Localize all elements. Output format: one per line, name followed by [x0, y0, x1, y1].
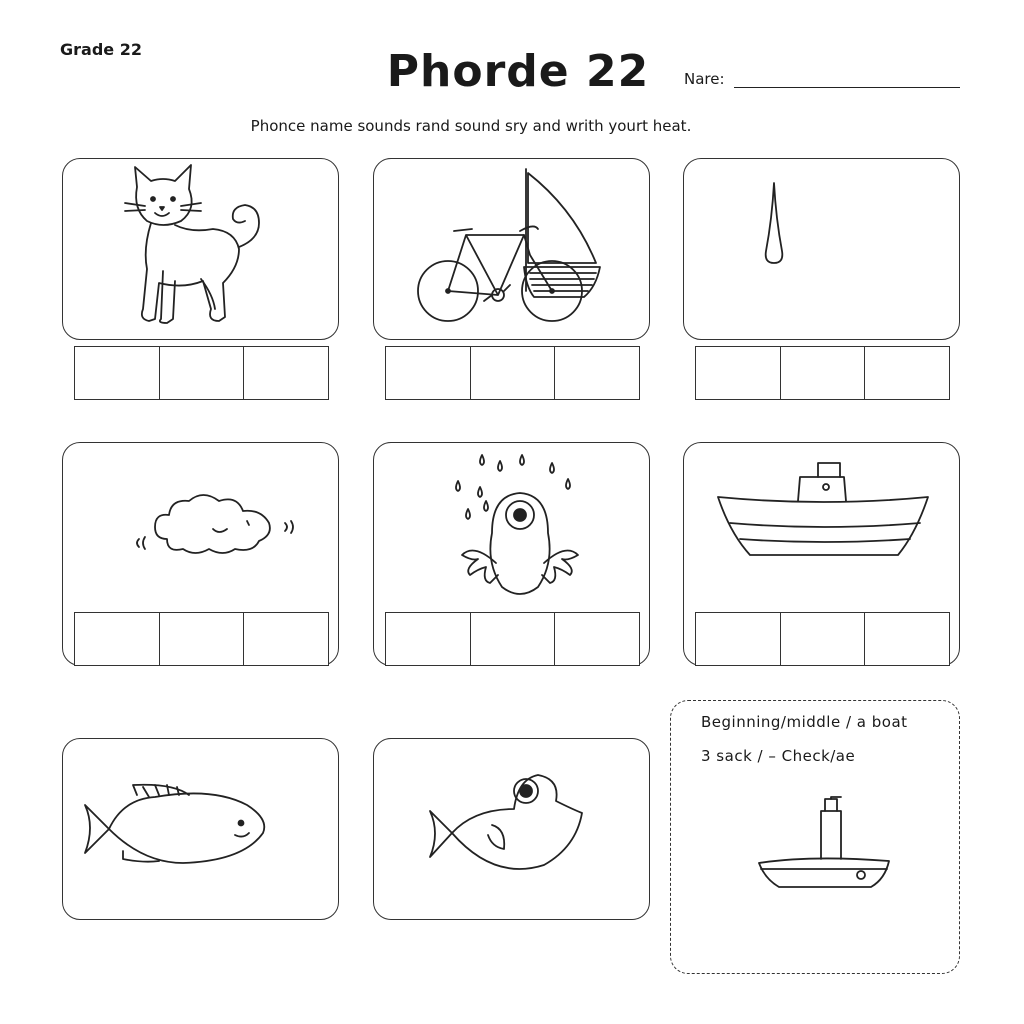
sound-box[interactable]	[160, 347, 245, 399]
instructions-text: Phonce name sounds rand sound sry and writh yourt heat.	[250, 117, 692, 135]
name-label: Nare:	[684, 70, 725, 88]
sound-box[interactable]	[865, 347, 949, 399]
hint-line-2: 3 sack / – Check/ae	[701, 747, 856, 765]
hint-card	[670, 700, 960, 974]
picture-card-drop	[683, 158, 960, 340]
sound-boxes	[695, 346, 950, 400]
sound-box[interactable]	[244, 347, 328, 399]
sound-boxes	[695, 612, 950, 666]
seal-fish-icon	[374, 739, 651, 921]
bicycle-sailboat-icon	[374, 159, 651, 341]
sound-box[interactable]	[471, 347, 556, 399]
drop-icon	[684, 159, 961, 341]
sound-box[interactable]	[555, 347, 639, 399]
sound-box[interactable]	[75, 613, 160, 665]
sound-box[interactable]	[471, 613, 556, 665]
sound-box[interactable]	[160, 613, 245, 665]
sound-box[interactable]	[696, 613, 781, 665]
picture-card-cat	[62, 158, 339, 340]
cat-icon	[63, 159, 340, 341]
sound-box[interactable]	[386, 613, 471, 665]
sound-box[interactable]	[865, 613, 949, 665]
picture-card-bicycle	[373, 158, 650, 340]
sound-boxes	[74, 612, 329, 666]
sound-boxes	[385, 346, 640, 400]
sound-box[interactable]	[781, 613, 866, 665]
hint-line-1: Beginning/middle / a boat	[701, 713, 908, 731]
picture-card-seal	[373, 738, 650, 920]
picture-card-fish	[62, 738, 339, 920]
fish-icon	[63, 739, 340, 921]
grade-label: Grade 22	[60, 40, 142, 59]
sound-box[interactable]	[555, 613, 639, 665]
small-boat-icon	[671, 701, 961, 975]
sound-box[interactable]	[244, 613, 328, 665]
name-line-field[interactable]	[734, 87, 960, 88]
sound-boxes	[74, 346, 329, 400]
page-title: Phorde 22	[386, 46, 650, 97]
sound-box[interactable]	[696, 347, 781, 399]
sound-box[interactable]	[781, 347, 866, 399]
sound-box[interactable]	[386, 347, 471, 399]
sound-box[interactable]	[75, 347, 160, 399]
sound-boxes	[385, 612, 640, 666]
